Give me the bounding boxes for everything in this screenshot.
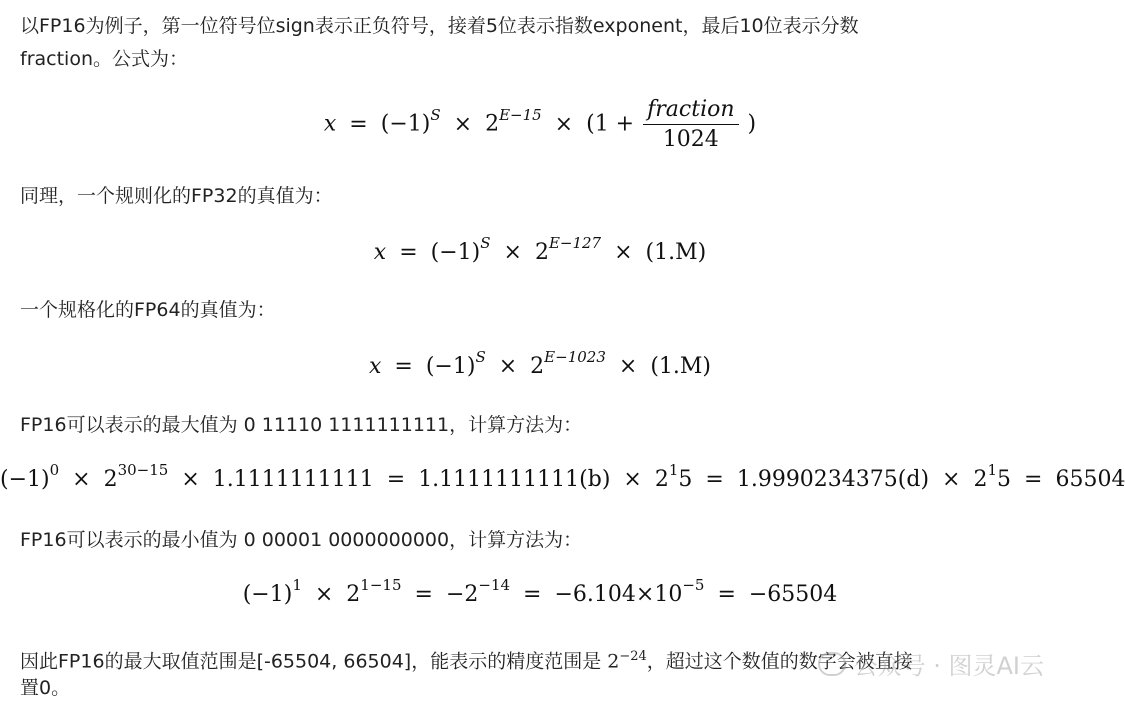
formula-neg-power: −2 (445, 582, 479, 607)
formula-sign-exp: S (480, 234, 491, 252)
formula-equals: = (349, 111, 368, 137)
formula-fp16-min-calc (0, 576, 1080, 607)
formula-times: × (623, 467, 642, 492)
formula-var-x: x (323, 111, 337, 137)
formula-equals: = (399, 240, 418, 265)
formula-equals: = (386, 467, 406, 492)
formula-sign-exp: S (475, 348, 486, 366)
formula-exponent: 1−15 (360, 576, 402, 594)
formula-mantissa: (1.M) (645, 240, 707, 265)
conclusion-precision-base: 2 (607, 650, 620, 673)
paragraph-conclusion-line1 (20, 640, 913, 678)
formula-times: × (72, 467, 91, 492)
formula-sign-exp: S (430, 105, 441, 124)
formula-exponent: E−1023 (544, 348, 606, 366)
formula-sign-base: (−1) (430, 240, 481, 265)
formula-exponent-tail: 5 (997, 467, 1012, 492)
formula-equals: = (414, 582, 433, 607)
formula-exponent: −5 (682, 576, 705, 594)
formula-times: × (181, 467, 200, 492)
formula-exponent: 30−15 (117, 461, 169, 479)
formula-var-x: x (373, 240, 387, 265)
paragraph-fp32: 同理，一个规则化的FP32的真值为： (20, 185, 333, 207)
fraction-denominator: 1024 (662, 127, 719, 152)
formula-exponent-tail: 5 (678, 467, 693, 492)
formula-sign-exp: 1 (292, 576, 302, 594)
conclusion-text-b: ，超过这个数值的数字会被直接 (646, 650, 913, 673)
formula-times: × (554, 111, 574, 137)
paragraph-fp16-min: FP16可以表示的最小值为 0 00001 0000000000，计算方法为： (20, 529, 583, 551)
formula-scientific: −6.104×10 (554, 582, 683, 607)
formula-result: −65504 (748, 582, 838, 607)
formula-exponent: E−127 (548, 234, 602, 252)
watermark-text: 公众号 · 图灵AI云 (853, 652, 1044, 680)
watermark (818, 646, 1044, 681)
formula-equals: = (523, 582, 542, 607)
conclusion-text-a: 因此FP16的最大取值范围是[-65504, 66504]，能表示的精度范围是 (20, 650, 608, 673)
formula-var-x: x (368, 354, 382, 379)
formula-times: × (503, 240, 522, 265)
paragraph-conclusion-line2: 置0。 (20, 677, 71, 699)
formula-base: 2 (654, 467, 669, 492)
formula-times: × (618, 354, 638, 379)
formula-fp16-max-calc (0, 461, 1125, 492)
paragraph-fp16-intro-line2: fraction。公式为： (20, 48, 188, 70)
formula-sign-base: (−1) (0, 467, 50, 492)
formula-times: × (498, 354, 518, 379)
formula-equals: = (705, 467, 724, 492)
formula-times: × (314, 582, 334, 607)
formula-fp16 (0, 97, 1080, 152)
conclusion-precision-exp: −24 (619, 649, 647, 664)
formula-exponent: E−15 (499, 105, 542, 124)
formula-mantissa-bin: 1.1111111111 (212, 467, 374, 492)
wechat-icon (818, 652, 846, 676)
formula-paren-close: ) (747, 111, 757, 137)
paragraph-fp16-max: FP16可以表示的最大值为 0 11110 1111111111，计算方法为： (20, 414, 583, 436)
formula-sign-exp: 0 (49, 461, 60, 479)
formula-exponent: 1 (987, 461, 998, 479)
formula-base: 2 (973, 467, 988, 492)
formula-sign-base: (−1) (425, 354, 476, 379)
formula-result: 65504 (1055, 467, 1125, 492)
formula-times: × (453, 111, 473, 137)
formula-exponent: −14 (478, 576, 511, 594)
formula-base: 2 (346, 582, 361, 607)
formula-equals: = (717, 582, 736, 607)
formula-equals: = (394, 354, 413, 379)
formula-sign-base: (−1) (242, 582, 293, 607)
formula-base: 2 (103, 467, 118, 492)
formula-sign-base: (−1) (380, 111, 431, 137)
formula-mantissa-bin-b: 1.1111111111(b) (418, 467, 611, 492)
formula-mantissa: (1.M) (650, 354, 711, 379)
formula-fp32 (0, 234, 1080, 265)
formula-times: × (614, 240, 633, 265)
formula-fp64 (0, 348, 1080, 379)
formula-base: 2 (485, 111, 500, 137)
formula-times: × (942, 467, 961, 492)
formula-base: 2 (530, 354, 545, 379)
formula-equals: = (1024, 467, 1043, 492)
paragraph-fp16-intro-line1: 以FP16为例子，第一位符号位sign表示正负符号，接着5位表示指数exponent，最后10位表示分数 (20, 15, 859, 37)
formula-fraction (643, 97, 738, 152)
paragraph-fp64: 一个规格化的FP64的真值为： (20, 299, 276, 321)
formula-exponent: 1 (668, 461, 679, 479)
formula-paren-open: (1 + (586, 111, 635, 137)
formula-base: 2 (534, 240, 549, 265)
fraction-numerator: fraction (643, 97, 738, 125)
formula-mantissa-dec: 1.9990234375(d) (736, 467, 930, 492)
